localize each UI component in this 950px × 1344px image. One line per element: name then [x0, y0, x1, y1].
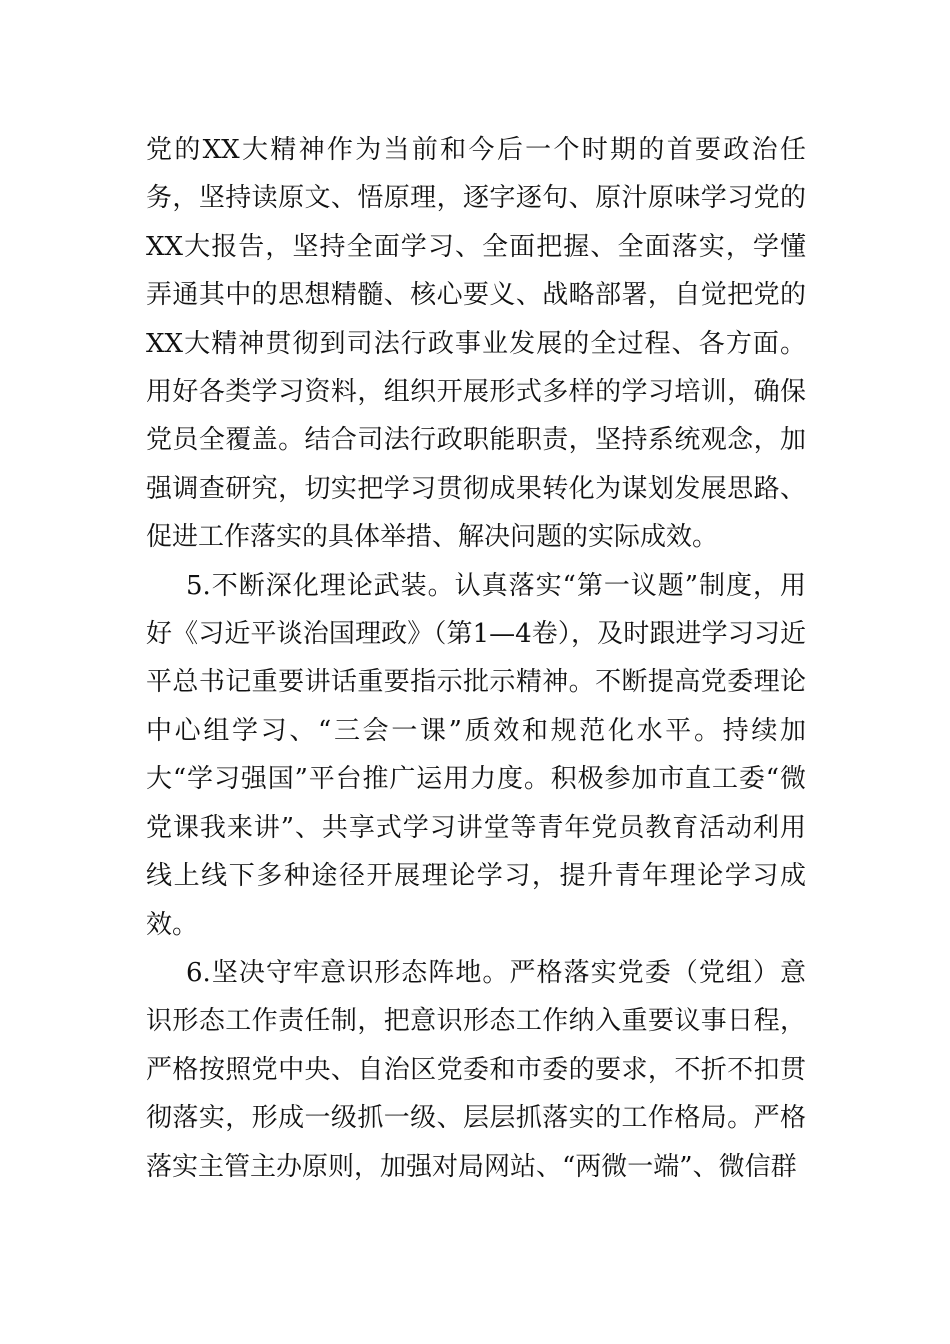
paragraph-item-5: 5.不断深化理论武装。认真落实“第一议题”制度，用好《习近平谈治国理政》（第1—4卷），及时跟进学习习近平总书记重要讲话重要指示批示精神。不断提高党委理论中心组学习、“三会一课”质效和规范化水平。持续加大“学习强国”平台推广运用力度。积极参加市直工委“微党课我来讲”、共享式学习讲堂等青年党员教育活动利用线上线下多种途径开展理论学习，提升青年理论学习成效。 [146, 570, 806, 940]
paragraph-continuation: 党的XX大精神作为当前和今后一个时期的首要政治任务，坚持读原文、悟原理，逐字逐句、原汁原味学习党的XX大报告，坚持全面学习、全面把握、全面落实，学懂弄通其中的思想精髓、核心要义、战略部署，自觉把党的XX大精神贯彻到司法行政事业发展的全过程、各方面。用好各类学习资料，组织开展形式多样的学习培训，确保党员全覆盖。结合司法行政职能职责，坚持系统观念，加强调查研究，切实把学习贯彻成果转化为谋划发展思路、促进工作落实的具体举措、解决问题的实际成效。 [146, 135, 806, 553]
paragraph-item-6: 6.坚决守牢意识形态阵地。严格落实党委（党组）意识形态工作责任制，把意识形态工作纳入重要议事日程，严格按照党中央、自治区党委和市委的要求，不折不扣贯彻落实，形成一级抓一级、层层抓落实的工作格局。严格落实主管主办原则，加强对局网站、“两微一端”、微信群 [146, 957, 806, 1182]
document-body [146, 126, 806, 1191]
